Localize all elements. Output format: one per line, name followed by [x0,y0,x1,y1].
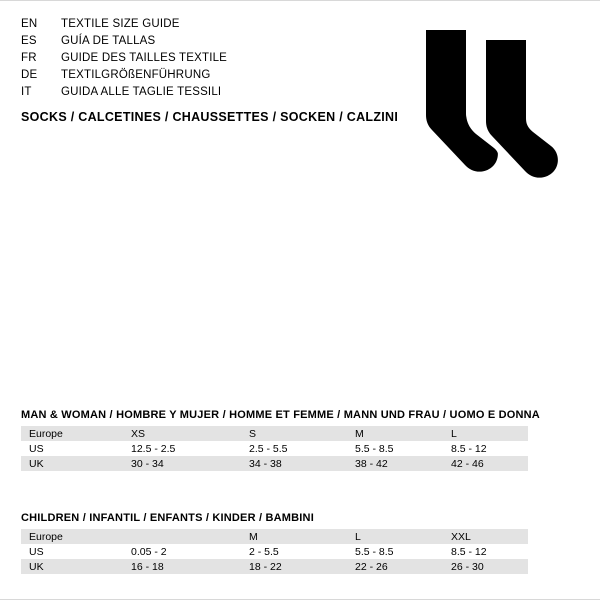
table-row [21,456,528,471]
column-header: Europe [21,426,123,441]
page-title: SOCKS / CALCETINES / CHAUSSETTES / SOCKEN / CALZINI [21,110,399,124]
section-title: MAN & WOMAN / HOMBRE Y MUJER / HOMME ET FEMME / MANN UND FRAU / UOMO E DONNA [21,409,540,421]
column-header: XXL [443,529,528,544]
column-header [123,529,241,544]
table-cell: 8.5 - 12 [443,544,528,559]
column-header: M [347,426,443,441]
table-cell: 26 - 30 [443,559,528,574]
column-header: L [443,426,528,441]
table-cell: 42 - 46 [443,456,528,471]
table-cell: 34 - 38 [241,456,347,471]
column-header: S [241,426,347,441]
table-cell: 22 - 26 [347,559,443,574]
table-cell: 0.05 - 2 [123,544,241,559]
language-text: TEXTILE SIZE GUIDE [61,18,180,30]
column-header: Europe [21,529,123,544]
language-text: TEXTILGRÖßENFÜHRUNG [61,69,211,81]
table-cell: 16 - 18 [123,559,241,574]
column-header: M [241,529,347,544]
language-code: EN [21,18,38,30]
table-header-row [21,426,528,441]
table-cell: 8.5 - 12 [443,441,528,456]
language-row [21,67,361,84]
table-cell: 30 - 34 [123,456,241,471]
row-label: UK [21,559,123,574]
language-code: ES [21,35,37,47]
table-row [21,559,528,574]
table-section-man-woman [21,409,540,471]
language-row [21,33,361,50]
row-label: US [21,441,123,456]
table-row [21,544,528,559]
row-label: UK [21,456,123,471]
column-header: XS [123,426,241,441]
language-text: GUIDE DES TAILLES TEXTILE [61,52,228,64]
table-cell: 38 - 42 [347,456,443,471]
language-list [21,16,361,101]
language-code: IT [21,86,32,98]
language-text: GUÍA DE TALLAS [61,35,156,47]
row-label: US [21,544,123,559]
language-text: GUIDA ALLE TAGLIE TESSILI [61,86,222,98]
table-cell: 18 - 22 [241,559,347,574]
section-title: CHILDREN / INFANTIL / ENFANTS / KINDER / BAMBINI [21,512,314,524]
language-row [21,16,361,33]
table-row [21,441,528,456]
language-row [21,84,361,101]
table-header-row [21,529,528,544]
column-header: L [347,529,443,544]
table-cell: 2 - 5.5 [241,544,347,559]
table-cell: 5.5 - 8.5 [347,544,443,559]
language-code: FR [21,52,37,64]
language-row [21,50,361,67]
table-section-children [21,512,488,574]
table-cell: 5.5 - 8.5 [347,441,443,456]
size-table-man-woman [21,426,528,471]
language-code: DE [21,69,38,81]
socks-icon [408,18,573,178]
table-cell: 2.5 - 5.5 [241,441,347,456]
table-cell: 12.5 - 2.5 [123,441,241,456]
size-table-children [21,529,528,574]
